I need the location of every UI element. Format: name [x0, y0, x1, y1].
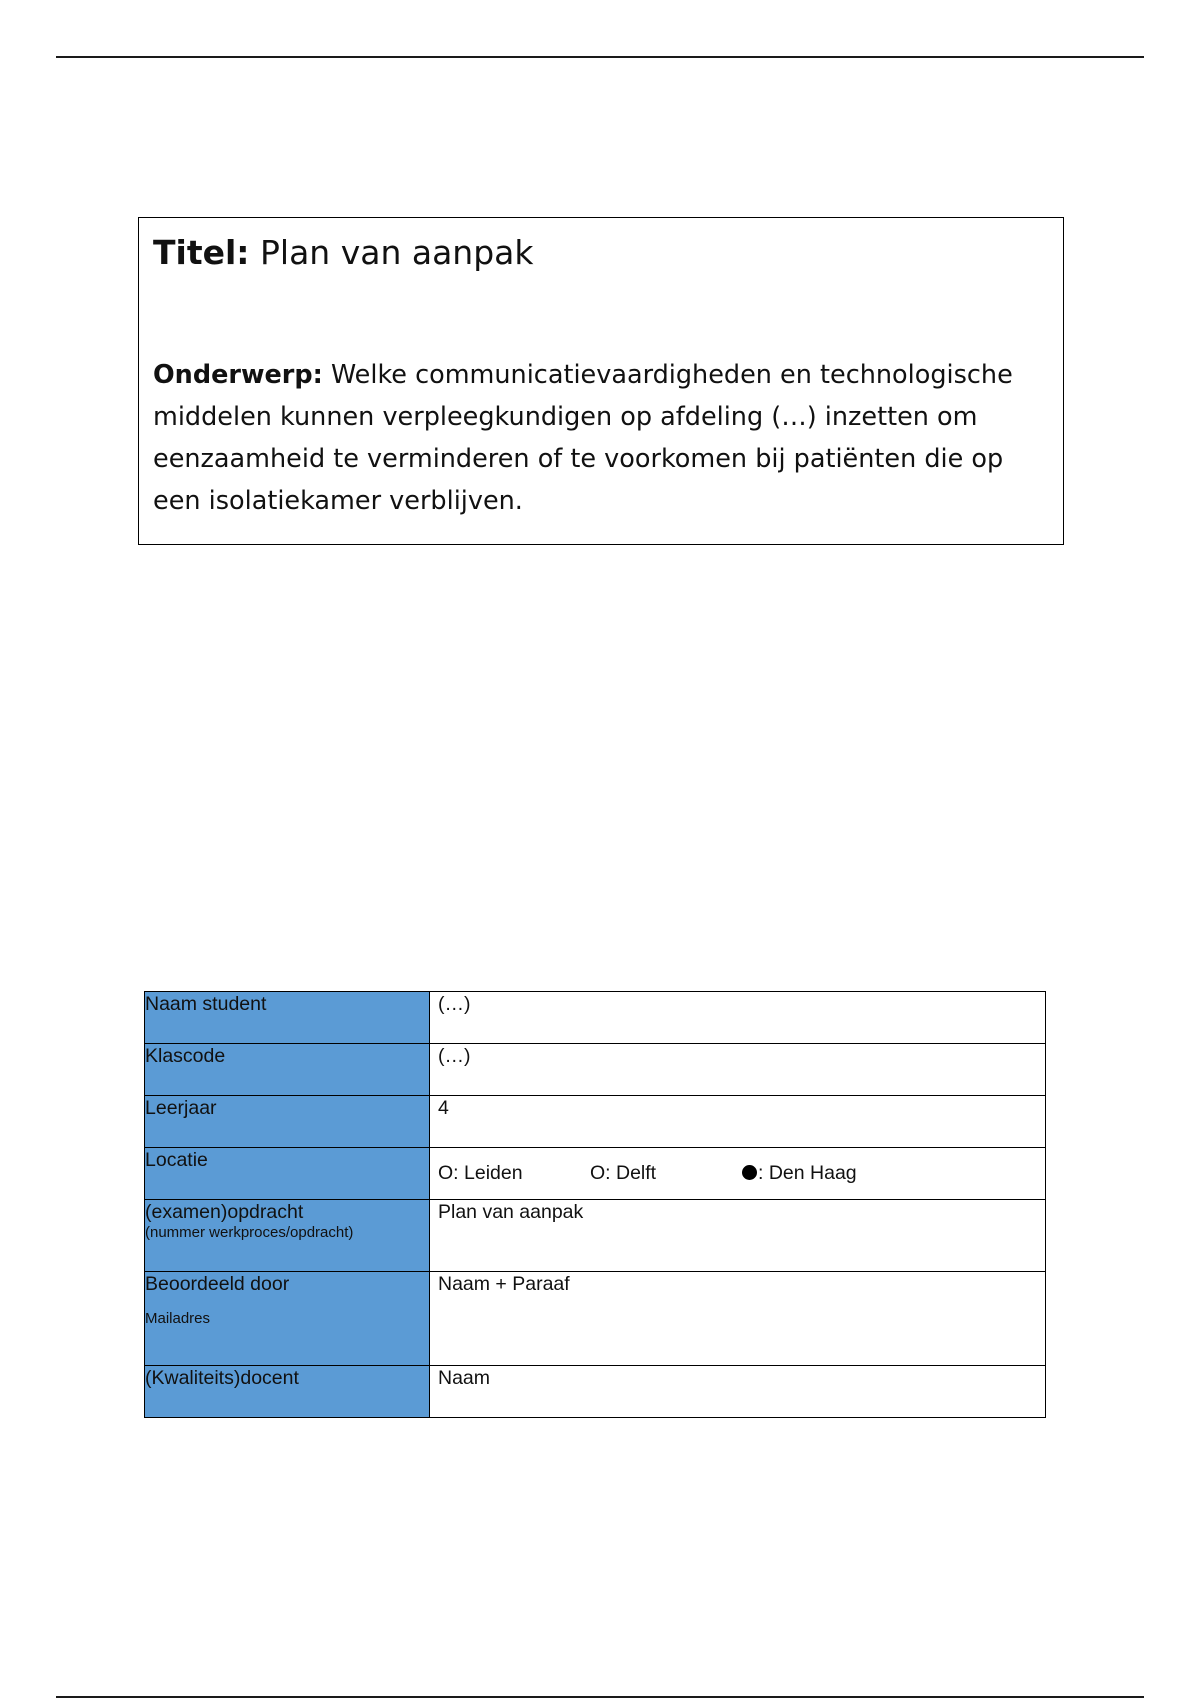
radio-marker: O — [438, 1162, 454, 1184]
row-value: 4 — [438, 1097, 449, 1119]
row-value: Naam — [438, 1367, 491, 1389]
row-value: (…) — [438, 1045, 471, 1067]
document-title — [153, 230, 1049, 276]
row-sublabel: Mailadres — [145, 1310, 211, 1327]
top-rule — [56, 56, 1144, 58]
row-label: Beoordeeld door — [145, 1273, 290, 1295]
row-label-cell — [145, 1272, 430, 1366]
row-value: Naam + Paraaf — [438, 1273, 570, 1295]
selected-radio-dot-icon — [742, 1165, 757, 1180]
title-value: Plan van aanpak — [260, 233, 534, 272]
location-option-text: : Leiden — [453, 1162, 523, 1184]
row-value-cell — [430, 1200, 1046, 1272]
title-label: Titel: — [153, 233, 250, 272]
subject-value: Welke communicatievaardigheden en technologische middelen kunnen verpleegkundigen op afdeling (…) inzetten om eenzaamheid te verminderen of te voorkomen bij patiënten die op een isolatiekamer verblijven. — [153, 360, 1013, 516]
row-label-cell — [145, 1148, 430, 1200]
row-value-cell — [430, 1366, 1046, 1418]
location-option-leiden[interactable] — [438, 1162, 590, 1185]
table-row — [145, 1096, 1046, 1148]
row-label: (examen)opdracht — [145, 1201, 304, 1223]
row-label-cell — [145, 1200, 430, 1272]
subject-paragraph — [153, 354, 1049, 522]
location-option-text: : Den Haag — [758, 1162, 857, 1184]
title-box — [138, 217, 1064, 545]
radio-marker: O — [590, 1162, 606, 1184]
row-value: Plan van aanpak — [438, 1201, 584, 1223]
location-option-delft[interactable] — [590, 1162, 742, 1185]
row-value: (…) — [438, 993, 471, 1015]
table-row — [145, 1272, 1046, 1366]
table-row — [145, 1148, 1046, 1200]
row-sublabel: (nummer werkproces/opdracht) — [145, 1224, 354, 1241]
location-options-cell — [430, 1148, 1046, 1200]
location-option-den-haag[interactable] — [742, 1162, 857, 1185]
row-label: Leerjaar — [145, 1097, 217, 1119]
row-value-cell — [430, 1272, 1046, 1366]
row-label-cell — [145, 1096, 430, 1148]
location-option-text: : Delft — [605, 1162, 657, 1184]
row-value-cell — [430, 1096, 1046, 1148]
row-label-cell — [145, 1366, 430, 1418]
student-info-table — [144, 991, 1046, 1418]
table-row — [145, 992, 1046, 1044]
row-label: Locatie — [145, 1149, 208, 1171]
row-label: Naam student — [145, 993, 267, 1015]
row-label: Klascode — [145, 1045, 226, 1067]
location-options — [438, 1148, 1037, 1185]
table-row — [145, 1044, 1046, 1096]
row-value-cell — [430, 1044, 1046, 1096]
row-label-cell — [145, 1044, 430, 1096]
subject-label: Onderwerp: — [153, 360, 323, 390]
table-row — [145, 1366, 1046, 1418]
table-row — [145, 1200, 1046, 1272]
bottom-rule — [56, 1696, 1144, 1698]
row-label: (Kwaliteits)docent — [145, 1367, 299, 1389]
row-value-cell — [430, 992, 1046, 1044]
row-label-cell — [145, 992, 430, 1044]
